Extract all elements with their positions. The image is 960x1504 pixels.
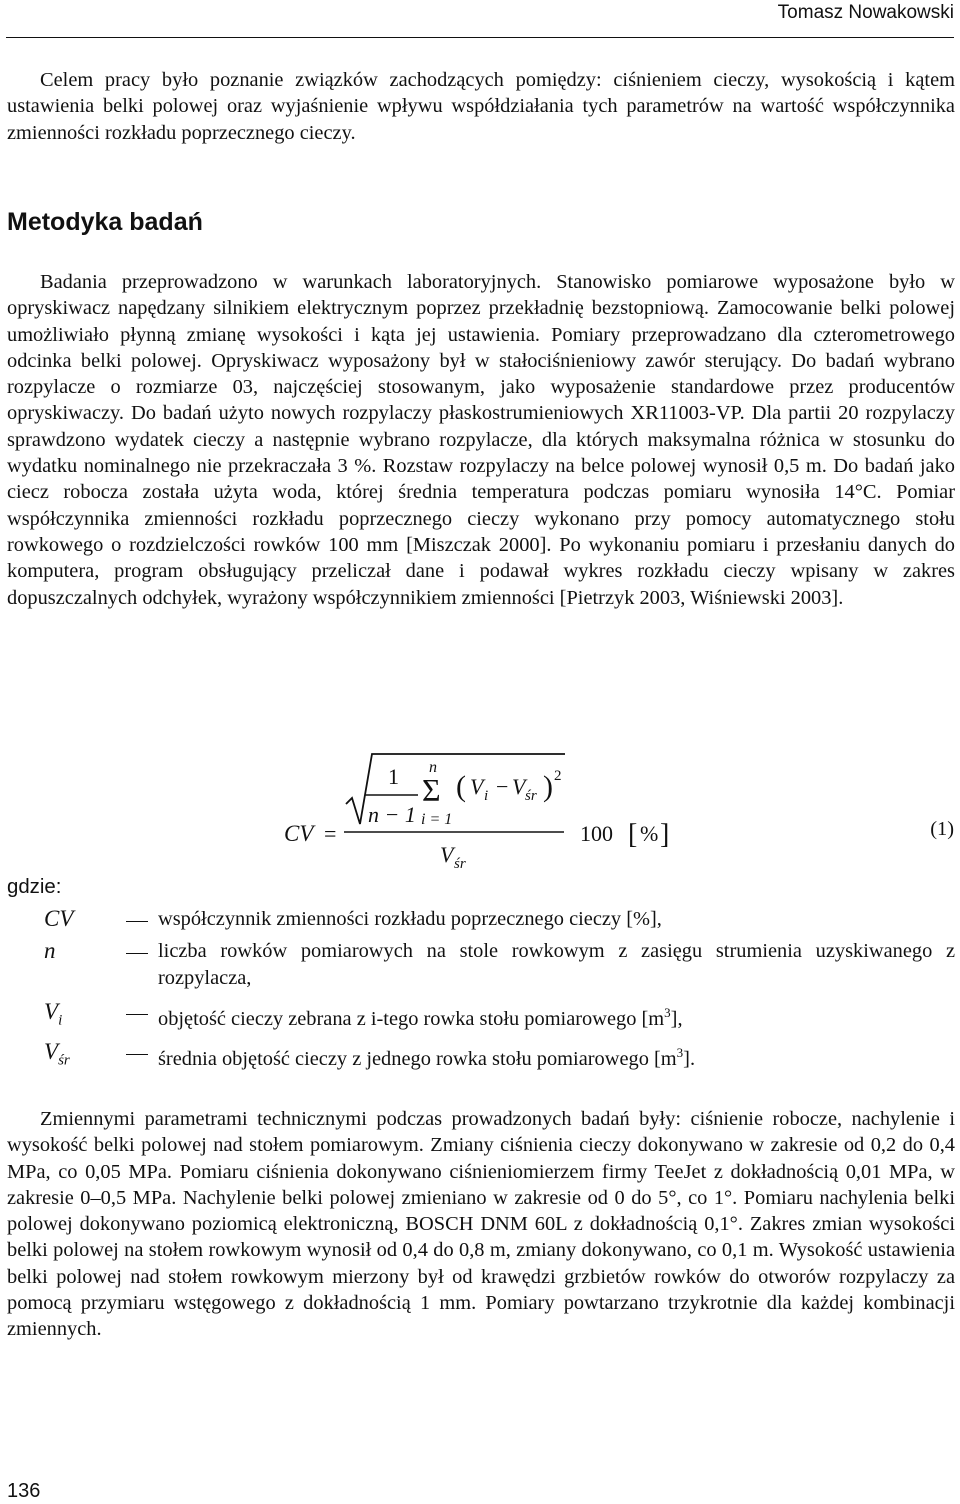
term-v: V <box>470 774 484 799</box>
header-rule <box>6 37 954 38</box>
term-subscript-i: i <box>484 788 489 804</box>
def-text-vi-body: objętość cieczy zebrana z i-tego rowka stołu pomiarowego [m <box>158 1007 665 1030</box>
def-symbol-vsr-sub: śr <box>58 1052 70 1069</box>
sum-upper-limit: n <box>429 759 437 776</box>
denominator-v: V <box>440 842 454 867</box>
methods-paragraph: Badania przeprowadzono w warunkach laboratoryjnych. Stanowisko pomiarowe wyposażone było w opryskiwacz napędzany silnikiem elektrycznym poprzez przekładnię bezstopniową. Zamocowanie belki polowej umożliwiało płynną zmianę wysokości i kąta jej ustawienia. Pomiary przeprowadzano dla czterometrowego odcinka belki polowej. Opryskiwacz wyposażony był w stałociśnieniowy zawór sterujący. Do badań wybrano rozpylacze o rozmiarze 03, najczęściej stosowanym, jako wyposażenie standardowe przez producentów opryskiwaczy. Do badań użyto nowych rozpylaczy płaskostrumieniowych XR11003-VP. Dla partii 20 rozpylaczy sprawdzono wydatek cieczy a następnie wybrano rozpylacze, dla których maksymalna różnica w stosunku do wydatku nominalnego nie przekraczała 3 %. Rozstaw rozpylaczy na belce polowej wynosił 0,5 m. Do badań jako ciecz robocza została użyta woda, której średnia temperatura podczas pomiaru wynosiła 14°C. Pomiar współczynnika zmienności rozkładu poprzecznego cieczy wykonano przy pomocy automatycznego stołu rowkowego o rozdzielczości rowków 100 mm [Miszczak 2000]. Po wykonaniu pomiaru i przesłaniu danych do komputera, program obsługujący przeliczał dane i podawał wykres rozkładu cieczy wpisany w zakres dopuszczalnych odchyłek, wyrażony współczynnikiem zmienności [Pietrzyk 2003, Wiśniewski 2003]. <box>7 271 955 609</box>
definitions-intro: gdzie: <box>7 876 62 898</box>
term-subscript-sr: śr <box>525 788 537 804</box>
running-header-author: Tomasz Nowakowski <box>777 2 954 23</box>
cv-formula <box>280 752 960 870</box>
formula-factor: 100 <box>580 821 613 846</box>
def-text-n <box>158 938 955 992</box>
paren-close: ) <box>543 770 553 803</box>
bracket-open: [ <box>628 819 638 850</box>
def-dash <box>126 1014 148 1015</box>
def-text-vsr-sup: 3 <box>676 1045 684 1060</box>
def-symbol-vsr <box>44 1039 70 1070</box>
formula-unit: % <box>640 821 659 846</box>
def-text-vsr <box>158 1039 955 1073</box>
term-v-sr: V <box>512 774 526 799</box>
term-minus: − <box>496 774 509 799</box>
def-symbol-n: n <box>44 938 56 963</box>
bracket-close: ] <box>660 819 670 850</box>
def-text-n-body: liczba rowków pomiarowych na stole rowkowym z zasięgu strumienia uzyskiwanego z rozpylacza, <box>158 940 955 989</box>
paren-open: ( <box>456 770 466 803</box>
section-heading: Metodyka badań <box>7 208 203 236</box>
page-number: 136 <box>7 1480 41 1502</box>
equation-number: (1) <box>930 818 954 840</box>
formula-n-minus-1: n − 1 <box>368 802 416 827</box>
intro-paragraph: Celem pracy było poznanie związków zachodzących pomiędzy: ciśnieniem cieczy, wysokością i kątem ustawienia belki polowej oraz wyjaśnienie wpływu współdziałania tych parametrów na wartość współczynnika zmienności rozkładu poprzecznego cieczy. <box>7 69 955 144</box>
def-dash <box>126 953 148 954</box>
sum-symbol: Σ <box>422 772 441 808</box>
sum-lower-limit: i = 1 <box>421 811 453 828</box>
formula-svg <box>280 752 960 870</box>
term-power: 2 <box>554 768 562 784</box>
def-symbol-cv: CV <box>44 906 74 931</box>
variables-paragraph: Zmiennymi parametrami technicznymi podczas prowadzonych badań były: ciśnienie robocze, nachylenie i wysokość belki polowej nad stołem pomiarowym. Zmiany ciśnienia cieczy dokonywano w zakresie od 0,2 do 0,4 MPa, co 0,05 MPa. Pomiaru ciśnienia dokonywano ciśnieniomierzem firmy TeeJet z dokładnością 0,01 MPa, w zakresie 0–0,5 MPa. Nachylenie belki polowej zmieniano w zakresie od 0 do 5°, co 1°. Pomiaru nachylenia belki polowej dokonywano poziomicą elektroniczną, BOSCH DNM 60L z dokładnością 0,1°. Zakres zmian wysokości belki polowej na stołem rowkowym wynosił od 0,4 do 0,8 m, zmiany dokonywano, co 0,1 m. Wysokość ustawienia belki polowej nad stołem rowkowym mierzony był od krawędzi grzbietów rowków do otworów rozpylaczy za pomocą przymiaru wstęgowego z dokładnością 1 mm. Pomiary powtarzano trzykrotnie dla każdej kombinacji zmiennych. <box>7 1108 955 1341</box>
def-text-cv <box>158 906 955 933</box>
denominator-subscript-sr: śr <box>454 856 466 872</box>
def-text-vi-sup: 3 <box>664 1005 671 1020</box>
def-symbol-vi <box>44 999 62 1030</box>
def-text-vsr-tail: ]. <box>683 1047 696 1070</box>
def-symbol-vi-sub: i <box>58 1012 63 1029</box>
def-symbol-vsr-base: V <box>44 1039 59 1064</box>
def-dash <box>126 1054 148 1055</box>
def-symbol-vi-base: V <box>44 999 59 1024</box>
def-text-cv-body: współczynnik zmienności rozkładu poprzecznego cieczy [%], <box>158 908 662 930</box>
formula-one: 1 <box>388 764 399 789</box>
def-dash <box>126 921 148 922</box>
def-text-vi-tail: ], <box>670 1007 683 1030</box>
def-text-vi <box>158 999 955 1033</box>
def-text-vsr-body: średnia objętość cieczy z jednego rowka stołu pomiarowego [m <box>158 1047 677 1070</box>
formula-lhs: CV <box>284 821 314 846</box>
formula-equals: = <box>324 821 337 846</box>
